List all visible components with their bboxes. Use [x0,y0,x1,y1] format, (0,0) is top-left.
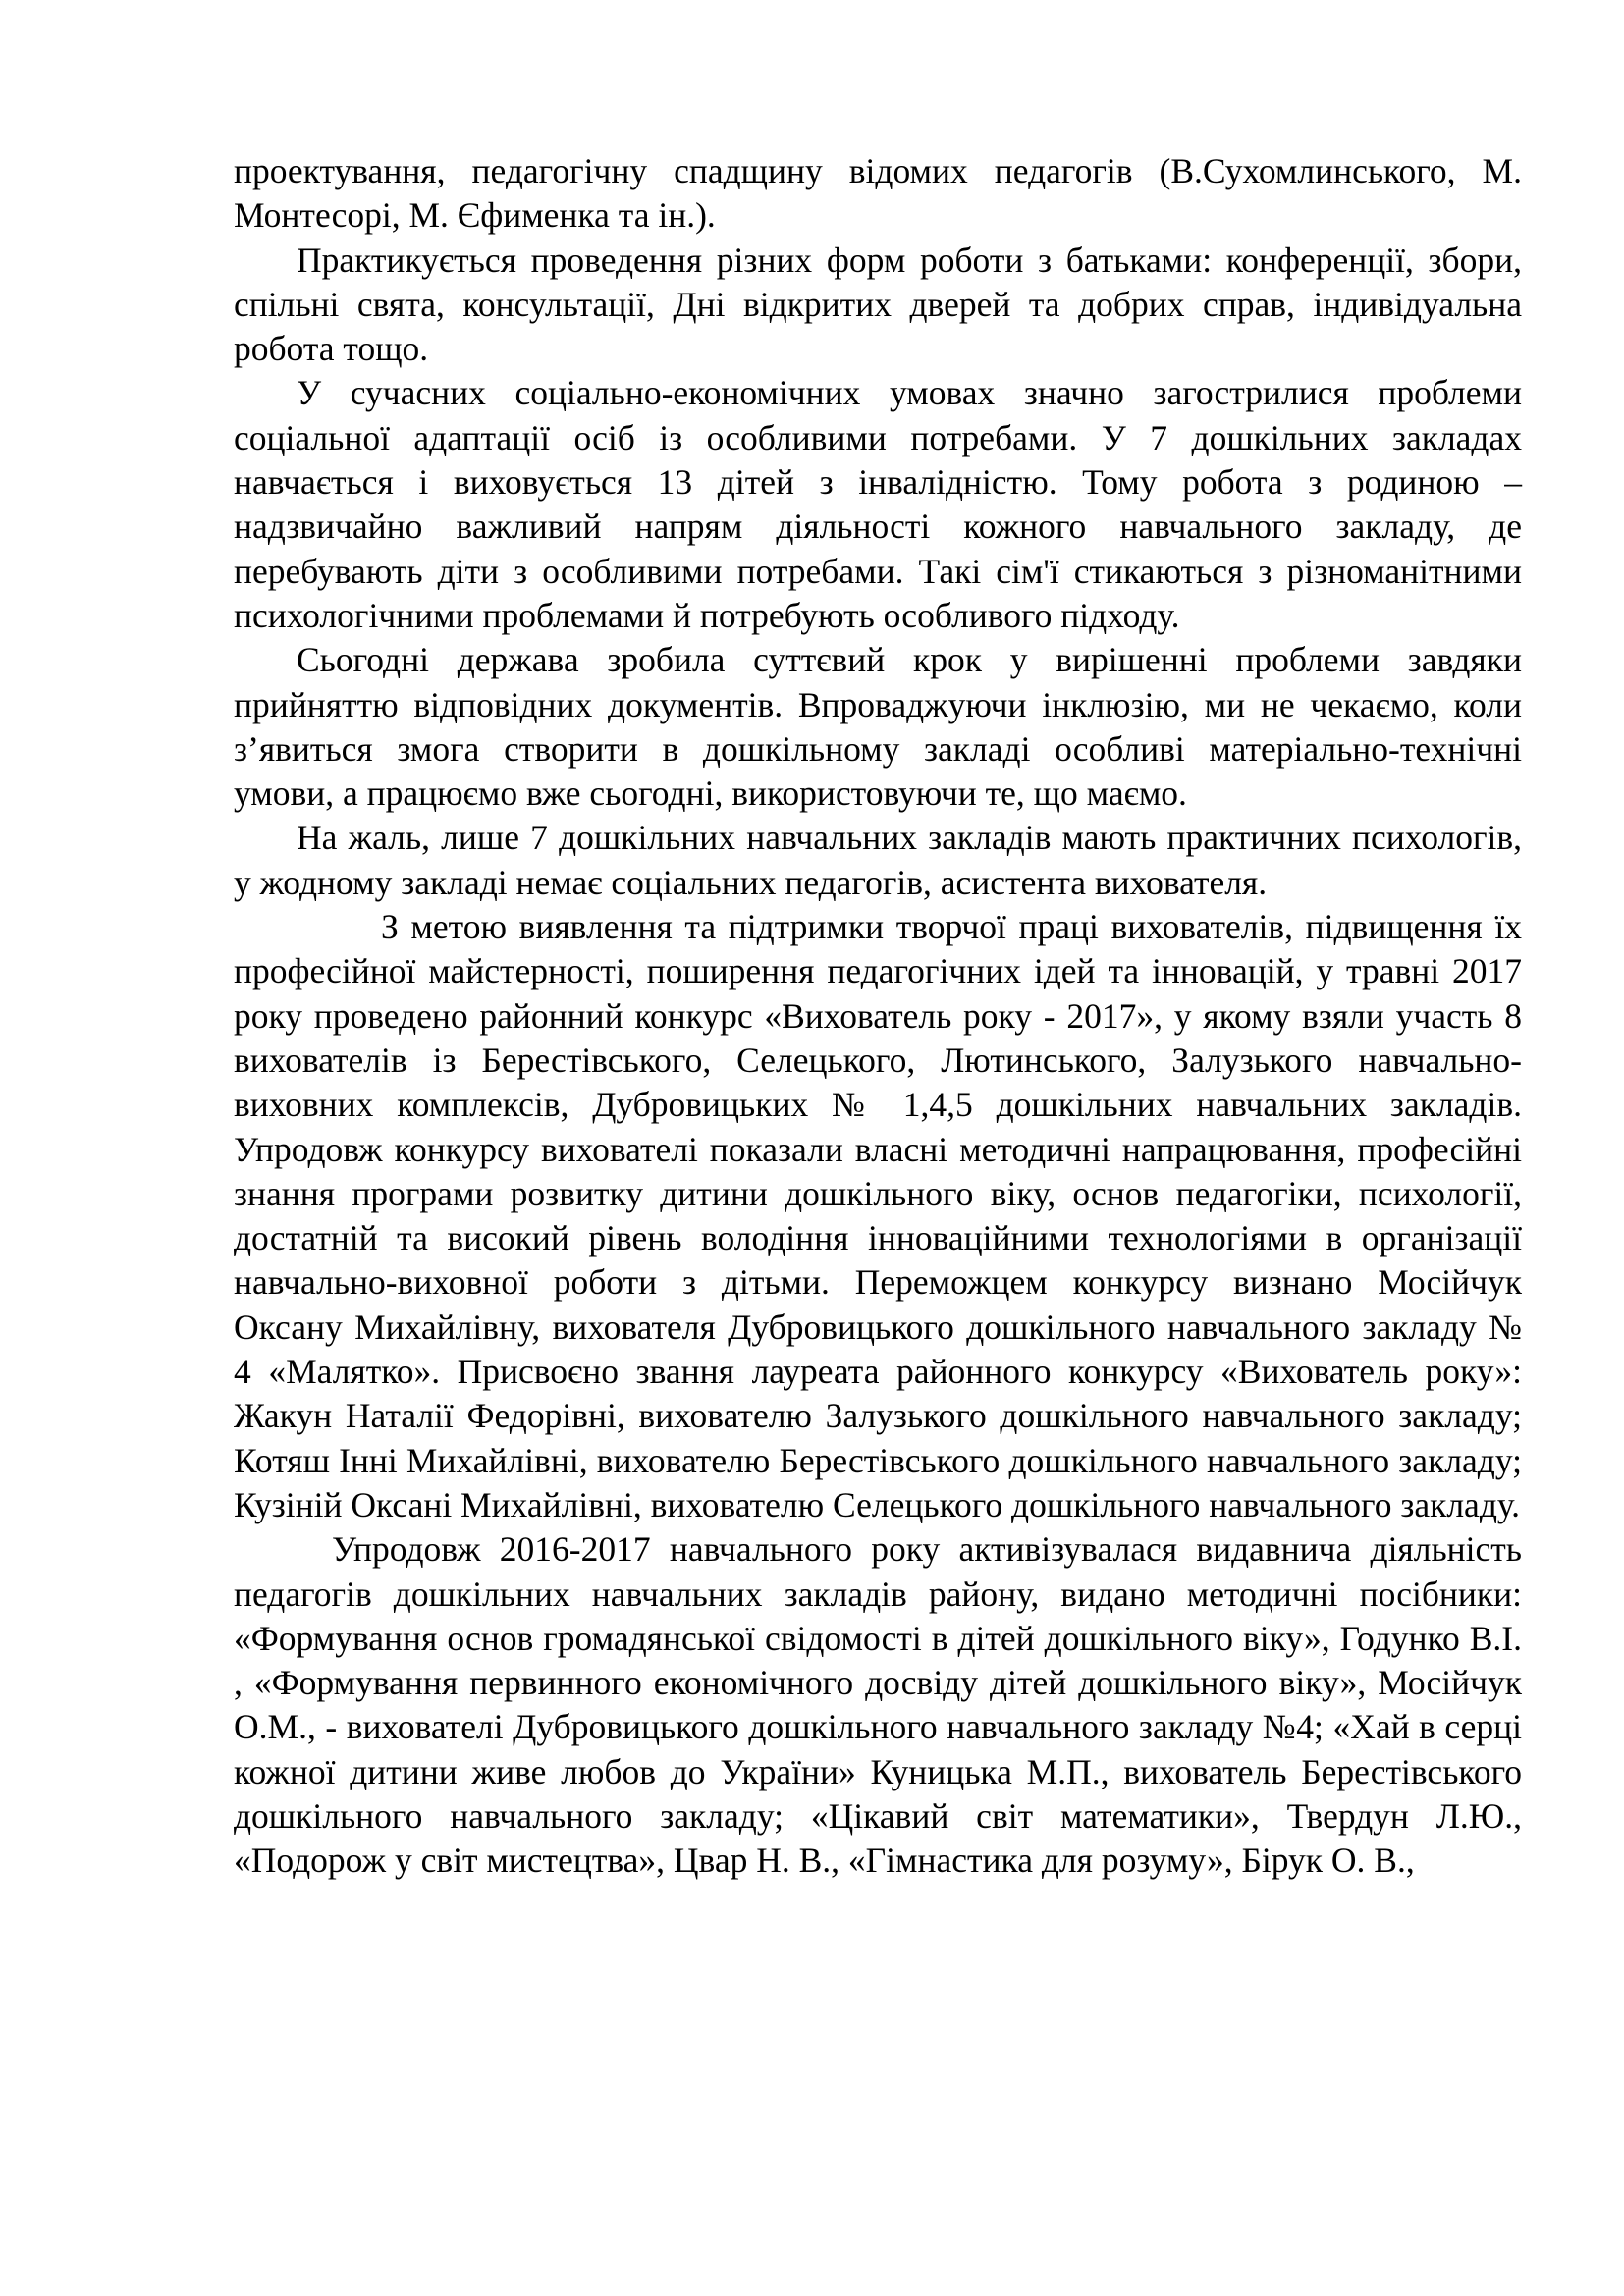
document-body [234,149,1522,1884]
paragraph-inclusion: Сьогодні держава зробила суттєвий крок у вирішенні проблеми завдяки прийняттю відповідних документів. Впроваджуючи інклюзію, ми не чекаємо, коли з’явиться змога створити в дошкільному закладі особливі матеріально-технічні умови, а працюємо вже сьогодні, використовуючи те, що маємо. [234,640,1522,814]
paragraph-psychologists: На жаль, лише 7 дошкільних навчальних закладів мають практичних психологів, у жодному закладі немає соціальних педагогів, асистента вихователя. [234,818,1522,902]
paragraph-educator-contest: З метою виявлення та підтримки творчої праці вихователів, підвищення їх професійної майстерності, поширення педагогічних ідей та інновацій, у травні 2017 року проведено районний конкурс «Вихователь року - 2017», у якому взяли участь 8 вихователів із Берестівського, Селецького, Лютинського, Залузького навчально-виховних комплексів, Дубровицьких № 1,4,5 дошкільних навчальних закладів. Упродовж конкурсу вихователі показали власні методичні напрацювання, професійні знання програми розвитку дитини дошкільного віку, основ педагогіки, психології, достатній та високий рівень володіння інноваційними технологіями в організації навчально-виховної роботи з дітьми. Переможцем конкурсу визнано Мосійчук Оксану Михайлівну, вихователя Дубровицького дошкільного навчального закладу № 4 «Малятко». Присвоєно звання лауреата районного конкурсу «Вихователь року»: Жакун Наталії Федорівні, вихователю Залузького дошкільного навчального закладу; Котяш Інні Михайлівні, вихователю Берестівського дошкільного навчального закладу; Кузіній Оксані Михайлівні, вихователю Селецького дошкільного навчального закладу. [234,907,1522,1524]
paragraph-work-with-parents: Практикується проведення різних форм роботи з батьками: конференції, збори, спільні свята, консультації, Дні відкритих дверей та добрих справ, індивідуальна робота тощо. [234,240,1522,369]
paragraph-publishing-activity: Упродовж 2016-2017 навчального року активізувалася видавнича діяльність педагогів дошкільних навчальних закладів району, видано методичні посібники: «Формування основ громадянської свідомості в дітей дошкільного віку», Годунко В.І. , «Формування первинного економічного досвіду дітей дошкільного віку», Мосійчук О.М., - вихователі Дубровицького дошкільного навчального закладу №4; «Хай в серці кожної дитини живе любов до України» Куницька М.П., вихователь Берестівського дошкільного навчального закладу; «Цікавий світ математики», Твердун Л.Ю., «Подорож у світ мистецтва», Цвар Н. В., «Гімнастика для розуму», Бірук О. В., [234,1529,1522,1881]
paragraph-pedagogical-heritage: проектування, педагогічну спадщину відомих педагогів (В.Сухомлинського, М. Монтесорі, М. Єфименка та ін.). [234,151,1522,236]
paragraph-social-adaptation: У сучасних соціально-економічних умовах значно загострилися проблеми соціальної адаптації осіб із особливими потребами. У 7 дошкільних закладах навчається і виховується 13 дітей з інвалідністю. Тому робота з родиною – надзвичайно важливий напрям діяльності кожного навчального закладу, де перебувають діти з особливими потребами. Такі сім'ї стикаються з різноманітними психологічними проблемами й потребують особливого підходу. [234,373,1522,635]
